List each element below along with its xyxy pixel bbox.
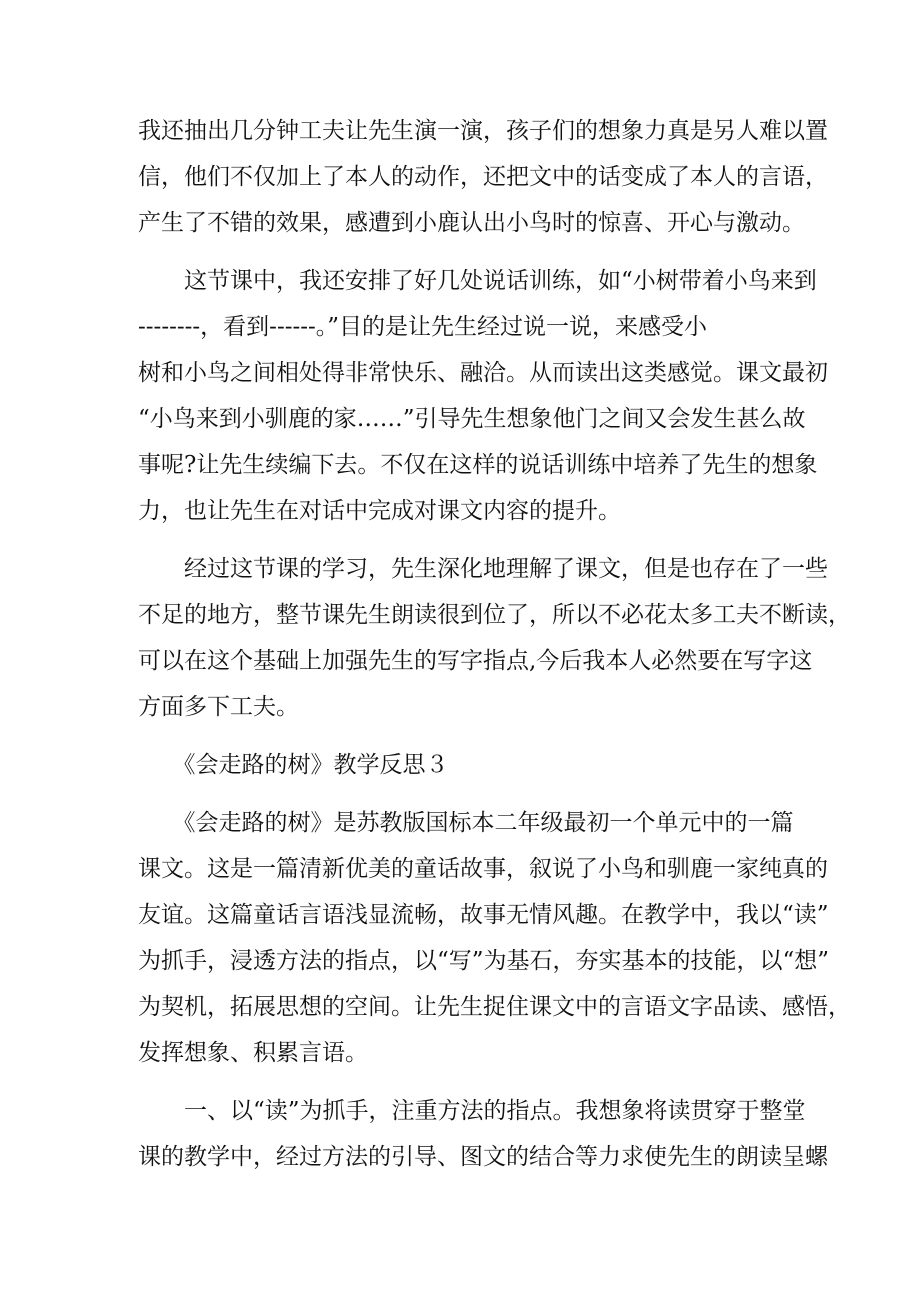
text-line: 事呢?让先生续编下去。不仅在这样的说话训练中培养了先生的想象 <box>138 452 818 478</box>
text-line: 《会走路的树》教学反思３ <box>138 752 449 778</box>
text-line: 《会走路的树》是苏教版国标本二年级最初一个单元中的一篇 <box>138 810 794 836</box>
text-line: 为契机，拓展思想的空间。让先生捉住课文中的言语文字品读、感悟， <box>138 994 851 1020</box>
text-line: --------，看到------。”目的是让先生经过说一说，来感受小 <box>138 314 708 340</box>
paragraph <box>138 108 828 246</box>
text-line: 信，他们不仅加上了本人的动作，还把文中的话变成了本人的言语， <box>138 164 828 190</box>
text-line: 可以在这个基础上加强先生的写字指点,今后我本人必然要在写字这 <box>138 648 813 674</box>
text-line: 我还抽出几分钟工夫让先生演一演，孩子们的想象力真是另人难以置 <box>138 118 828 144</box>
text-line: 产生了不错的效果，感遭到小鹿认出小鸟时的惊喜、开心与激动。 <box>138 210 805 236</box>
text-line: 力，也让先生在对话中完成对课文内容的提升。 <box>138 498 621 524</box>
text-line: 这节课中，我还安排了好几处说话训练，如“小树带着小鸟来到 <box>138 268 817 294</box>
text-line: “小鸟来到小驯鹿的家……”引导先生想象他门之间又会发生甚么故 <box>138 406 806 432</box>
text-line: 课文。这是一篇清新优美的童话故事，叙说了小鸟和驯鹿一家纯真的 <box>138 856 828 882</box>
paragraph <box>138 1088 828 1180</box>
text-line: 不足的地方，整节课先生朗读很到位了，所以不必花太多工夫不断读， <box>138 602 851 628</box>
text-line: 经过这节课的学习，先生深化地理解了课文，但是也存在了一些 <box>138 556 828 582</box>
text-line: 为抓手，浸透方法的指点，以“写”为基石，夯实基本的技能，以“想” <box>138 948 830 974</box>
paragraph <box>138 800 851 1076</box>
text-line: 友谊。这篇童话言语浅显流畅，故事无情风趣。在教学中，我以“读” <box>138 902 829 928</box>
text-line: 发挥想象、积累言语。 <box>138 1040 368 1066</box>
document-body <box>138 108 851 1180</box>
paragraph <box>138 258 828 534</box>
section-heading <box>138 742 788 788</box>
paragraph <box>138 546 851 730</box>
text-line: 课的教学中，经过方法的引导、图文的结合等力求使先生的朗读呈螺 <box>138 1144 828 1170</box>
text-line: 树和小鸟之间相处得非常快乐、融洽。从而读出这类感觉。课文最初 <box>138 360 828 386</box>
text-line: 方面多下工夫。 <box>138 694 299 720</box>
text-line: 一、以“读”为抓手，注重方法的指点。我想象将读贯穿于整堂 <box>138 1098 806 1124</box>
